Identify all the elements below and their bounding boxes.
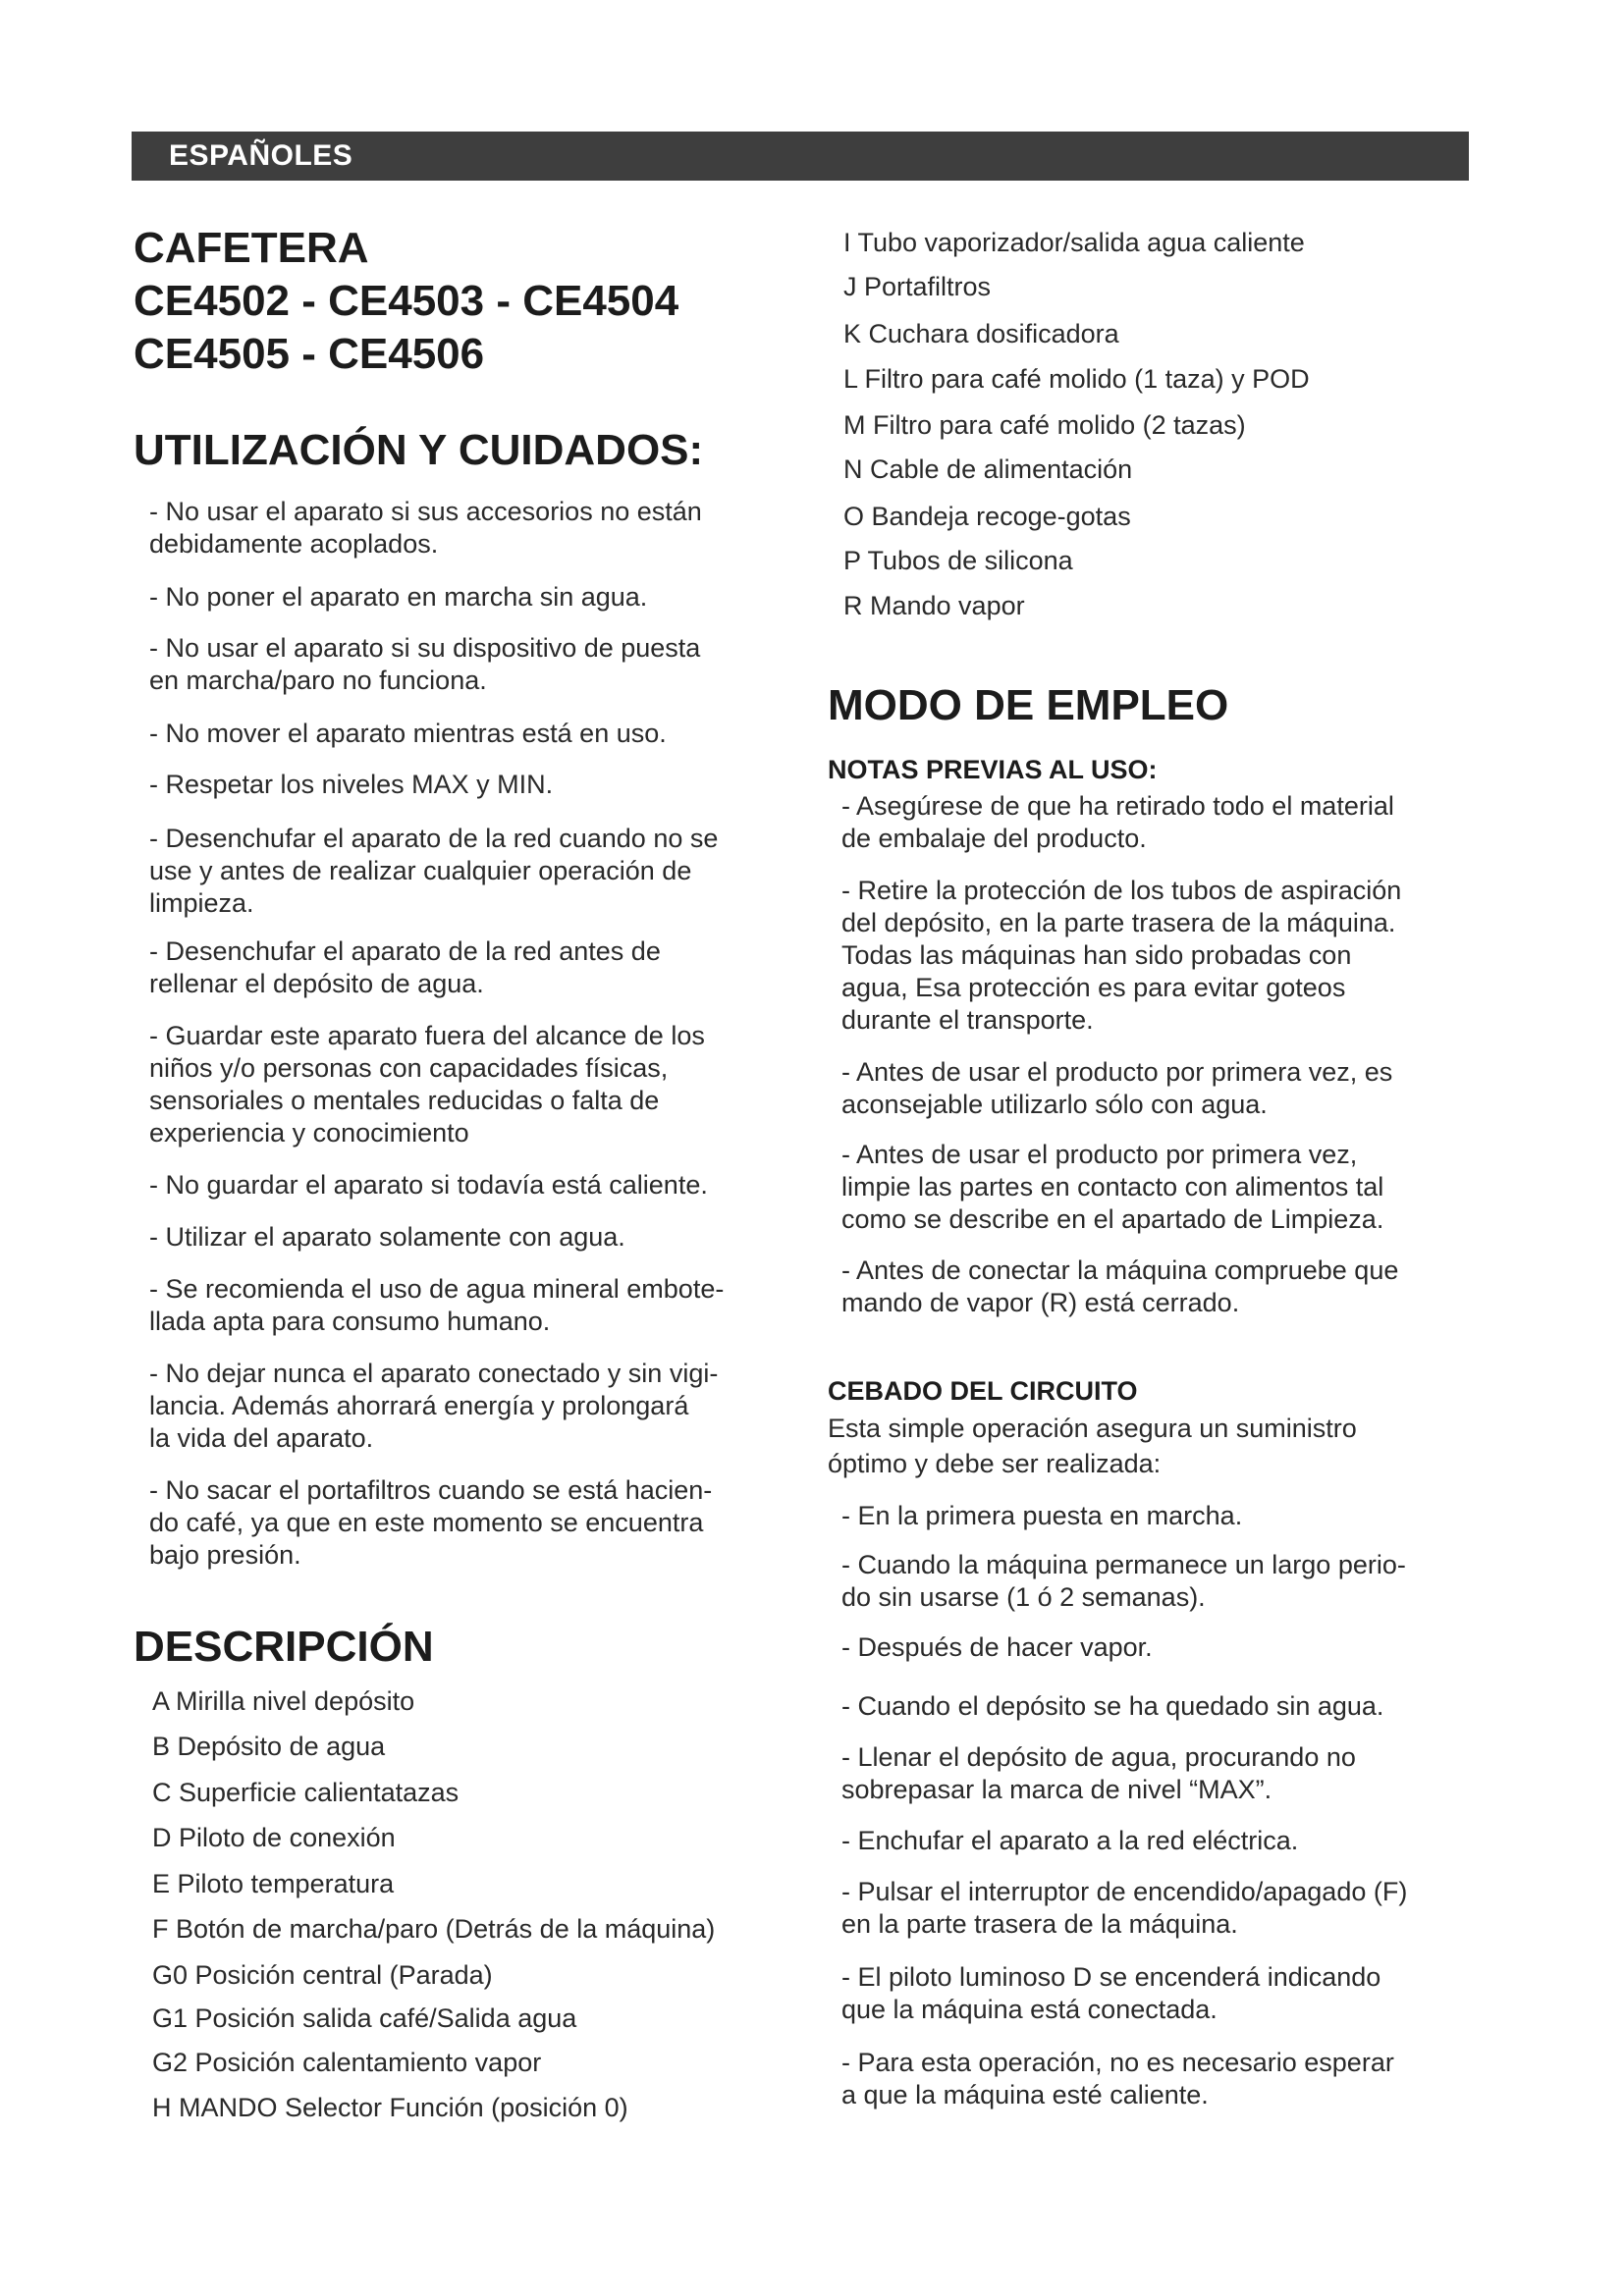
priming-item <box>841 2047 1394 2111</box>
priming-item-line: que la máquina está conectada. <box>841 1995 1218 2024</box>
usage-item-line: bajo presión. <box>149 1540 301 1570</box>
notes-item <box>841 1255 1398 1319</box>
description-item: N Cable de alimentación <box>843 454 1133 484</box>
usage-item-line: - Se recomienda el uso de agua mineral embote- <box>149 1274 725 1304</box>
usage-item-line: use y antes de realizar cualquier operación de <box>149 856 692 885</box>
usage-item-line: - Utilizar el aparato solamente con agua. <box>149 1222 625 1252</box>
notes-item <box>841 875 1401 1037</box>
description-item: K Cuchara dosificadora <box>843 319 1119 348</box>
description-item: A Mirilla nivel depósito <box>152 1686 415 1716</box>
notes-heading: NOTAS PREVIAS AL USO: <box>828 755 1158 784</box>
usage-item <box>149 1358 718 1455</box>
notes-item-line: del depósito, en la parte trasera de la máquina. <box>841 908 1396 937</box>
description-item: R Mando vapor <box>843 591 1025 620</box>
usage-item-line: llada apta para consumo humano. <box>149 1307 551 1336</box>
mode-heading: MODO DE EMPLEO <box>828 681 1229 729</box>
priming-heading: CEBADO DEL CIRCUITO <box>828 1376 1138 1406</box>
priming-item-line: - El piloto luminoso D se encenderá indicando <box>841 1962 1381 1992</box>
usage-item <box>149 1221 625 1254</box>
usage-item-line: - No usar el aparato si sus accesorios no están <box>149 497 702 526</box>
priming-item-line: - Para esta operación, no es necesario esperar <box>841 2048 1394 2077</box>
usage-item-line: - No poner el aparato en marcha sin agua. <box>149 582 648 612</box>
usage-item-line: limpieza. <box>149 888 254 918</box>
usage-item-line: debidamente acoplados. <box>149 529 439 559</box>
language-label: ESPAÑOLES <box>169 139 353 172</box>
description-item: B Depósito de agua <box>152 1732 386 1761</box>
description-item: G2 Posición calentamiento vapor <box>152 2048 542 2077</box>
notes-item-line: - Antes de usar el producto por primera vez, es <box>841 1057 1393 1087</box>
priming-item <box>841 1825 1298 1857</box>
notes-item-line: como se describe en el apartado de Limpieza. <box>841 1204 1384 1234</box>
description-item: L Filtro para café molido (1 taza) y POD <box>843 364 1310 394</box>
priming-intro <box>828 1411 1357 1481</box>
priming-item <box>841 1876 1407 1941</box>
priming-item-line: - En la primera puesta en marcha. <box>841 1501 1243 1530</box>
document-title <box>134 222 678 381</box>
usage-item <box>149 823 718 920</box>
priming-item <box>841 1690 1383 1723</box>
usage-item <box>149 581 647 614</box>
usage-item <box>149 632 700 697</box>
usage-item-line: - No mover el aparato mientras está en uso. <box>149 719 667 748</box>
priming-item <box>841 1631 1153 1664</box>
usage-heading: UTILIZACIÓN Y CUIDADOS: <box>134 426 704 474</box>
usage-item-line: la vida del aparato. <box>149 1423 374 1453</box>
priming-item <box>841 1961 1380 2026</box>
language-header-bar <box>132 132 1469 181</box>
usage-item <box>149 718 667 750</box>
description-item: C Superficie calientatazas <box>152 1778 460 1807</box>
notes-item <box>841 1056 1392 1121</box>
notes-item <box>841 1139 1383 1236</box>
priming-item-line: a que la máquina esté caliente. <box>841 2080 1209 2109</box>
notes-item-line: - Antes de conectar la máquina compruebe que <box>841 1255 1399 1285</box>
usage-item <box>149 769 553 801</box>
description-item: I Tubo vaporizador/salida agua caliente <box>843 228 1305 257</box>
usage-item-line: - No sacar el portafiltros cuando se está hacien- <box>149 1475 713 1505</box>
notes-item-line: - Asegúrese de que ha retirado todo el material <box>841 791 1394 821</box>
notes-item-line: durante el transporte. <box>841 1005 1094 1035</box>
usage-item <box>149 935 661 1000</box>
priming-intro-line: óptimo y debe ser realizada: <box>828 1449 1162 1478</box>
notes-item-line: aconsejable utilizarlo sólo con agua. <box>841 1090 1268 1119</box>
usage-item <box>149 1273 724 1338</box>
usage-item-line: sensoriales o mentales reducidas o falta de <box>149 1086 660 1115</box>
priming-item-line: do sin usarse (1 ó 2 semanas). <box>841 1582 1206 1612</box>
priming-item-line: - Pulsar el interruptor de encendido/apagado (F) <box>841 1877 1408 1906</box>
priming-item-line: - Cuando la máquina permanece un largo perio- <box>841 1550 1406 1579</box>
usage-item-line: lancia. Además ahorrará energía y prolongará <box>149 1391 689 1420</box>
notes-item-line: limpie las partes en contacto con alimentos tal <box>841 1172 1384 1201</box>
description-item: E Piloto temperatura <box>152 1869 395 1898</box>
priming-intro-line: Esta simple operación asegura un suministro <box>828 1414 1357 1443</box>
notes-item-line: de embalaje del producto. <box>841 824 1147 853</box>
description-item: D Piloto de conexión <box>152 1823 396 1852</box>
title-line-2: CE4502 - CE4503 - CE4504 <box>134 277 679 325</box>
description-item: M Filtro para café molido (2 tazas) <box>843 410 1246 440</box>
usage-item <box>149 1020 705 1149</box>
title-line-1: CAFETERA <box>134 224 369 272</box>
title-line-3: CE4505 - CE4506 <box>134 330 485 378</box>
usage-item-line: - No dejar nunca el aparato conectado y sin vigi- <box>149 1359 719 1388</box>
usage-item-line: en marcha/paro no funciona. <box>149 666 487 695</box>
priming-item <box>841 1741 1356 1806</box>
usage-item <box>149 1169 708 1201</box>
usage-item-line: experiencia y conocimiento <box>149 1118 469 1148</box>
notes-item-line: - Antes de usar el producto por primera vez, <box>841 1140 1358 1169</box>
priming-item-line: en la parte trasera de la máquina. <box>841 1909 1238 1939</box>
priming-item-line: - Llenar el depósito de agua, procurando no <box>841 1742 1356 1772</box>
description-item: G1 Posición salida café/Salida agua <box>152 2003 577 2033</box>
description-item: J Portafiltros <box>843 272 992 301</box>
usage-item-line: - No guardar el aparato si todavía está caliente. <box>149 1170 708 1200</box>
description-item: F Botón de marcha/paro (Detrás de la máquina) <box>152 1914 716 1944</box>
usage-item-line: rellenar el depósito de agua. <box>149 969 484 998</box>
notes-item-line: mando de vapor (R) está cerrado. <box>841 1288 1240 1317</box>
usage-item <box>149 496 702 561</box>
usage-item-line: - No usar el aparato si su dispositivo de puesta <box>149 633 701 663</box>
description-item: G0 Posición central (Parada) <box>152 1960 493 1990</box>
notes-item-line: Todas las máquinas han sido probadas con <box>841 940 1352 970</box>
priming-item-line: - Cuando el depósito se ha quedado sin agua. <box>841 1691 1384 1721</box>
priming-item-line: sobrepasar la marca de nivel “MAX”. <box>841 1775 1272 1804</box>
usage-item <box>149 1474 712 1572</box>
usage-item-line: do café, ya que en este momento se encuentra <box>149 1508 704 1537</box>
usage-item-line: niños y/o personas con capacidades físicas, <box>149 1053 669 1083</box>
description-item: H MANDO Selector Función (posición 0) <box>152 2093 628 2122</box>
description-heading: DESCRIPCIÓN <box>134 1623 434 1671</box>
priming-item-line: - Después de hacer vapor. <box>841 1632 1153 1662</box>
usage-item-line: - Guardar este aparato fuera del alcance de los <box>149 1021 705 1050</box>
notes-item-line: agua, Esa protección es para evitar goteos <box>841 973 1346 1002</box>
notes-item <box>841 790 1394 855</box>
description-item: P Tubos de silicona <box>843 546 1073 575</box>
priming-item <box>841 1500 1242 1532</box>
description-item: O Bandeja recoge-gotas <box>843 502 1131 531</box>
usage-item-line: - Respetar los niveles MAX y MIN. <box>149 770 554 799</box>
usage-item-line: - Desenchufar el aparato de la red antes de <box>149 936 661 966</box>
usage-item-line: - Desenchufar el aparato de la red cuando no se <box>149 824 719 853</box>
notes-item-line: - Retire la protección de los tubos de aspiración <box>841 876 1402 905</box>
priming-item-line: - Enchufar el aparato a la red eléctrica. <box>841 1826 1299 1855</box>
priming-item <box>841 1549 1406 1614</box>
